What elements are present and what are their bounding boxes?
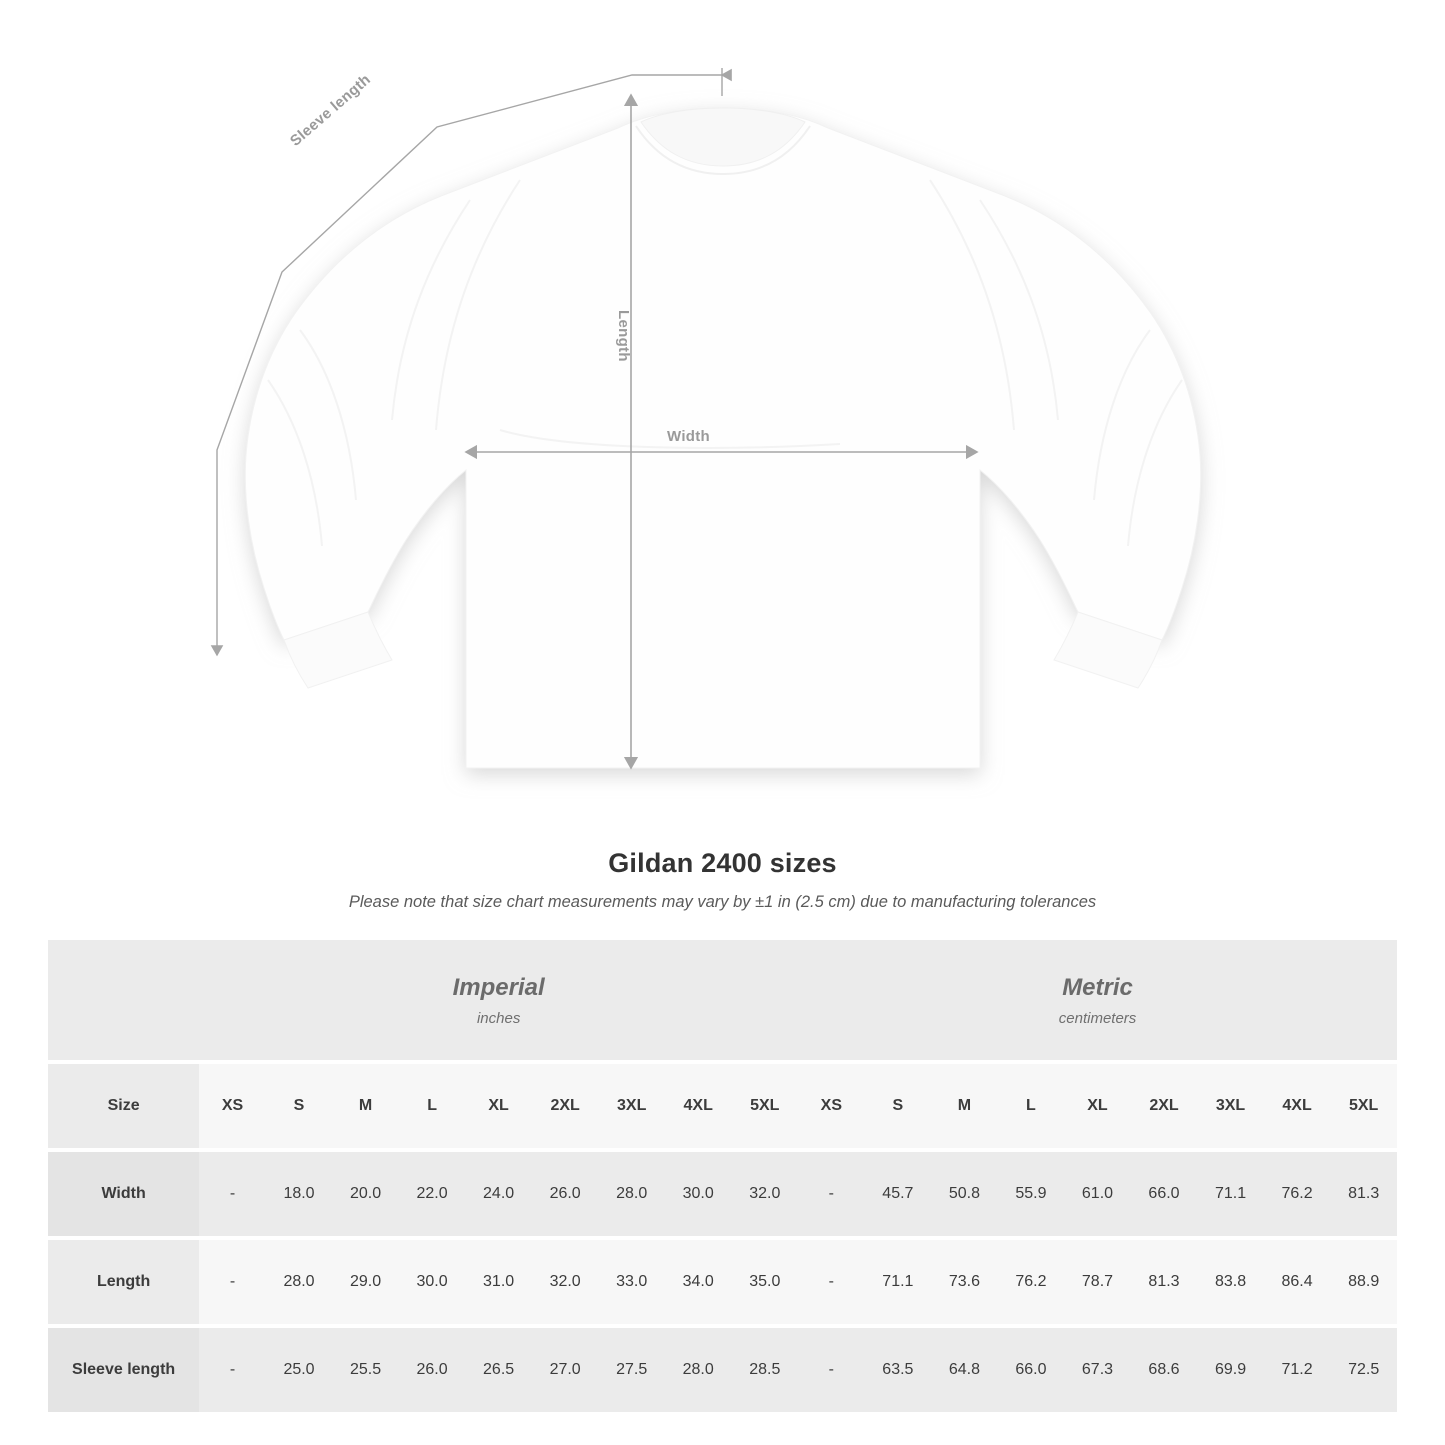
- imperial-unit-name: Imperial: [452, 973, 545, 1001]
- sleeve-metric-s: 63.5: [865, 1328, 932, 1412]
- size-header-imperial-s: S: [266, 1064, 333, 1148]
- width-imperial-2xl: 26.0: [532, 1152, 599, 1236]
- size-header-imperial-m: M: [332, 1064, 399, 1148]
- row-label-length: Length: [48, 1240, 199, 1324]
- sleeve-imperial-l: 26.0: [399, 1328, 466, 1412]
- size-header-label: Size: [48, 1064, 199, 1148]
- size-header-metric-s: S: [865, 1064, 932, 1148]
- length-imperial-3xl: 33.0: [598, 1240, 665, 1324]
- width-metric-5xl: 81.3: [1330, 1152, 1397, 1236]
- width-imperial-m: 20.0: [332, 1152, 399, 1236]
- sleeve-imperial-xl: 26.5: [465, 1328, 532, 1412]
- sleeve-imperial-5xl: 28.5: [731, 1328, 798, 1412]
- width-imperial-xl: 24.0: [465, 1152, 532, 1236]
- length-metric-xl: 78.7: [1064, 1240, 1131, 1324]
- size-header-metric-xl: XL: [1064, 1064, 1131, 1148]
- tolerance-note: Please note that size chart measurements may vary by ±1 in (2.5 cm) due to manufacturing tolerances: [348, 893, 1097, 911]
- width-metric-2xl: 66.0: [1131, 1152, 1198, 1236]
- table-row: [48, 1240, 1397, 1324]
- size-header-metric-3xl: 3XL: [1197, 1064, 1264, 1148]
- size-header-imperial-3xl: 3XL: [598, 1064, 665, 1148]
- title-block: [0, 848, 1445, 912]
- length-imperial-5xl: 35.0: [731, 1240, 798, 1324]
- width-metric-xs: -: [798, 1152, 865, 1236]
- sleeve-length-label: Sleeve length: [287, 70, 375, 150]
- length-imperial-m: 29.0: [332, 1240, 399, 1324]
- length-imperial-s: 28.0: [266, 1240, 333, 1324]
- size-header-metric-2xl: 2XL: [1131, 1064, 1198, 1148]
- unit-header-row: [48, 940, 1397, 1060]
- shirt-shape: [245, 108, 1200, 768]
- width-metric-s: 45.7: [865, 1152, 932, 1236]
- width-metric-3xl: 71.1: [1197, 1152, 1264, 1236]
- length-metric-4xl: 86.4: [1264, 1240, 1331, 1324]
- sleeve-metric-2xl: 68.6: [1131, 1328, 1198, 1412]
- size-header-row: [48, 1064, 1397, 1148]
- length-imperial-2xl: 32.0: [532, 1240, 599, 1324]
- sleeve-metric-3xl: 69.9: [1197, 1328, 1264, 1412]
- sleeve-metric-xs: -: [798, 1328, 865, 1412]
- size-header-metric-xs: XS: [798, 1064, 865, 1148]
- sleeve-imperial-4xl: 28.0: [665, 1328, 732, 1412]
- size-header-imperial-xs: XS: [199, 1064, 266, 1148]
- sleeve-metric-l: 66.0: [998, 1328, 1065, 1412]
- width-imperial-s: 18.0: [266, 1152, 333, 1236]
- length-metric-3xl: 83.8: [1197, 1240, 1264, 1324]
- sleeve-metric-4xl: 71.2: [1264, 1328, 1331, 1412]
- size-chart-table: [48, 940, 1397, 1412]
- metric-unit-header: [798, 940, 1397, 1060]
- length-metric-l: 76.2: [998, 1240, 1065, 1324]
- sleeve-imperial-xs: -: [199, 1328, 266, 1412]
- page-title: Gildan 2400 sizes: [608, 848, 837, 878]
- size-header-metric-m: M: [931, 1064, 998, 1148]
- sleeve-metric-m: 64.8: [931, 1328, 998, 1412]
- row-label-width: Width: [48, 1152, 199, 1236]
- table-row: [48, 1328, 1397, 1412]
- sleeve-metric-xl: 67.3: [1064, 1328, 1131, 1412]
- size-header-imperial-l: L: [399, 1064, 466, 1148]
- size-header-imperial-4xl: 4XL: [665, 1064, 732, 1148]
- length-label: Length: [615, 310, 632, 362]
- width-metric-l: 55.9: [998, 1152, 1065, 1236]
- corner-cell: [48, 940, 199, 1060]
- size-header-metric-4xl: 4XL: [1264, 1064, 1331, 1148]
- sleeve-metric-5xl: 72.5: [1330, 1328, 1397, 1412]
- length-metric-s: 71.1: [865, 1240, 932, 1324]
- length-imperial-xl: 31.0: [465, 1240, 532, 1324]
- width-imperial-xs: -: [199, 1152, 266, 1236]
- size-header-imperial-2xl: 2XL: [532, 1064, 599, 1148]
- table-row: [48, 1152, 1397, 1236]
- size-header-metric-5xl: 5XL: [1330, 1064, 1397, 1148]
- length-imperial-4xl: 34.0: [665, 1240, 732, 1324]
- length-metric-2xl: 81.3: [1131, 1240, 1198, 1324]
- metric-unit-name: Metric: [1062, 973, 1133, 1001]
- width-label: Width: [667, 428, 711, 445]
- length-metric-xs: -: [798, 1240, 865, 1324]
- width-imperial-3xl: 28.0: [598, 1152, 665, 1236]
- width-imperial-5xl: 32.0: [731, 1152, 798, 1236]
- width-metric-m: 50.8: [931, 1152, 998, 1236]
- sleeve-imperial-3xl: 27.5: [598, 1328, 665, 1412]
- length-imperial-l: 30.0: [399, 1240, 466, 1324]
- sleeve-imperial-s: 25.0: [266, 1328, 333, 1412]
- length-metric-5xl: 88.9: [1330, 1240, 1397, 1324]
- metric-unit-sub: centimeters: [1058, 1009, 1137, 1027]
- width-imperial-l: 22.0: [399, 1152, 466, 1236]
- size-header-imperial-5xl: 5XL: [731, 1064, 798, 1148]
- sleeve-imperial-2xl: 27.0: [532, 1328, 599, 1412]
- sleeve-imperial-m: 25.5: [332, 1328, 399, 1412]
- imperial-unit-sub: inches: [476, 1009, 521, 1027]
- length-imperial-xs: -: [199, 1240, 266, 1324]
- size-chart-table-wrap: [48, 940, 1397, 1412]
- size-header-imperial-xl: XL: [465, 1064, 532, 1148]
- length-metric-m: 73.6: [931, 1240, 998, 1324]
- width-metric-xl: 61.0: [1064, 1152, 1131, 1236]
- imperial-unit-header: [199, 940, 798, 1060]
- row-label-sleeve-length: Sleeve length: [48, 1328, 199, 1412]
- width-metric-4xl: 76.2: [1264, 1152, 1331, 1236]
- size-header-metric-l: L: [998, 1064, 1065, 1148]
- width-imperial-4xl: 30.0: [665, 1152, 732, 1236]
